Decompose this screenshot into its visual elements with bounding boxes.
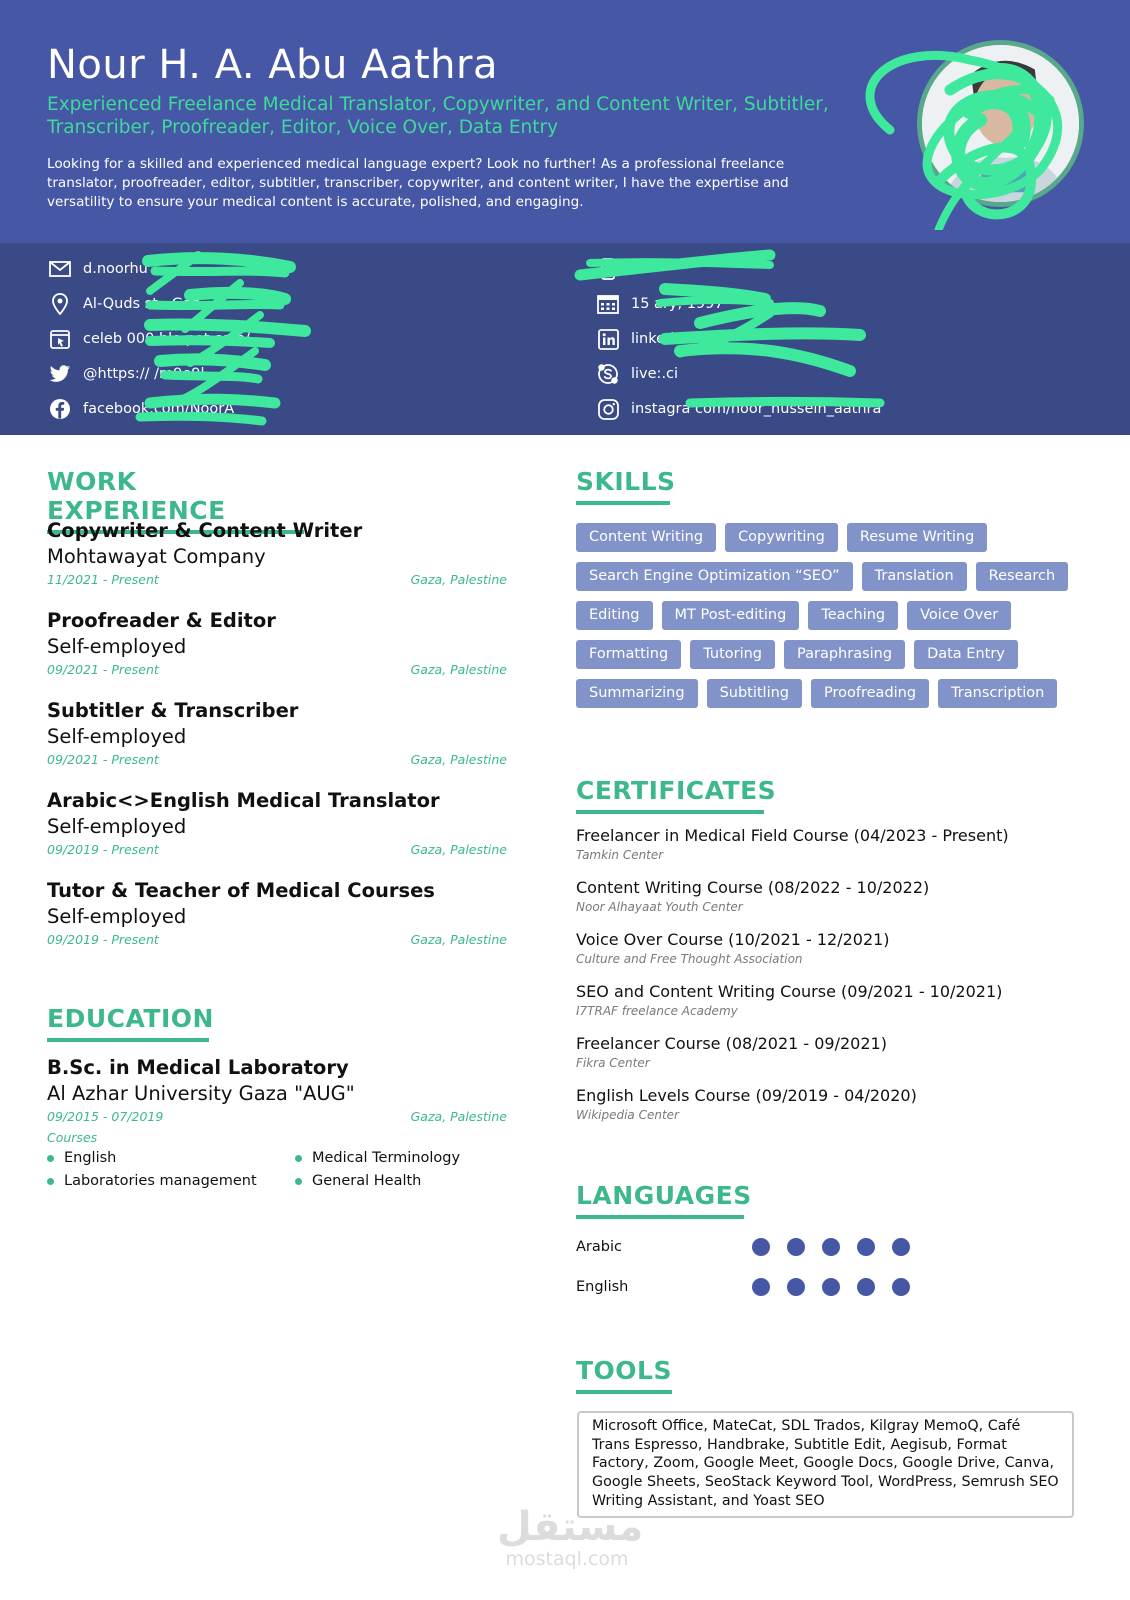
resume-subtitle: Experienced Freelance Medical Translator, Copywriter, and Content Writer, Subtitler, Transcriber, Proofreader, Editor, Voice Over, Data Entry — [47, 94, 829, 138]
contact-birthdate-text: 15 ary, 1997 — [631, 296, 724, 312]
job-location: Gaza, Palestine — [410, 662, 507, 677]
certificate-issuer: I7TRAF freelance Academy — [576, 1004, 738, 1018]
skill-tag: Data Entry — [914, 640, 1018, 669]
work-entry — [47, 698, 507, 770]
resume-header — [0, 0, 1130, 243]
education-dates: 09/2015 - 07/2019 — [47, 1109, 164, 1124]
proficiency-dot — [787, 1278, 805, 1296]
proficiency-dot — [787, 1238, 805, 1256]
certificate-title: SEO and Content Writing Course (09/2021 - 10/2021) — [576, 982, 1003, 1001]
work-entry — [47, 878, 507, 950]
skill-tag: Resume Writing — [847, 523, 988, 552]
job-company: Mohtawayat Company — [47, 545, 266, 568]
skill-tag: Content Writing — [576, 523, 716, 552]
certificates-heading: CERTIFICATES — [576, 776, 764, 814]
certificate-title: Voice Over Course (10/2021 - 12/2021) — [576, 930, 890, 949]
course-name: General Health — [312, 1173, 422, 1189]
proficiency-dot — [822, 1278, 840, 1296]
bullet-dot — [295, 1178, 302, 1185]
skill-tag: Editing — [576, 601, 653, 630]
education-location: Gaza, Palestine — [410, 1109, 507, 1124]
bullet-dot — [295, 1155, 302, 1162]
skill-tag: Copywriting — [725, 523, 838, 552]
job-title: Arabic<>English Medical Translator — [47, 789, 440, 812]
degree-title: B.Sc. in Medical Laboratory — [47, 1056, 349, 1079]
work-entry — [47, 518, 507, 590]
skill-tag: Subtitling — [707, 679, 802, 708]
website-icon — [49, 328, 71, 350]
proficiency-dot — [857, 1238, 875, 1256]
skills-tag-list — [576, 523, 1076, 708]
watermark-arabic: مستقل — [497, 1504, 644, 1550]
contact-twitter[interactable] — [49, 362, 205, 386]
skill-tag: Formatting — [576, 640, 681, 669]
contact-address-text: Al-Quds st., Gaz — [83, 296, 200, 312]
twitter-icon — [49, 363, 71, 385]
job-dates: 09/2021 - Present — [47, 662, 159, 677]
job-company: Self-employed — [47, 725, 187, 748]
certificate-entry — [576, 929, 1096, 967]
skill-tag: Teaching — [808, 601, 898, 630]
certificate-entry — [576, 1085, 1096, 1123]
certificate-title: English Levels Course (09/2019 - 04/2020) — [576, 1086, 917, 1105]
bullet-dot — [47, 1155, 54, 1162]
skill-tag: Transcription — [938, 679, 1057, 708]
course-item — [295, 1173, 421, 1189]
certificate-issuer: Wikipedia Center — [576, 1108, 679, 1122]
contact-bar — [0, 243, 1130, 435]
skill-tag: Proofreading — [811, 679, 929, 708]
language-level-dots — [752, 1238, 910, 1256]
contact-twitter-text: @https:// /m9e9l — [83, 366, 205, 382]
certificate-title: Freelancer Course (08/2021 - 09/2021) — [576, 1034, 887, 1053]
job-location: Gaza, Palestine — [410, 572, 507, 587]
calendar-icon — [597, 293, 619, 315]
contact-linkedin[interactable] — [597, 327, 725, 351]
instagram-icon — [597, 398, 619, 420]
tools-box: Microsoft Office, MateCat, SDL Trados, Kilgray MemoQ, Café Trans Espresso, Handbrake, Subtitle Edit, Aegisub, Format Factory, Zoom, Google Meet, Google Docs, Google Drive, Canva, Google Sheets, SeoStack Keyword Tool, WordPress, Semrush SEO Writing Assistant, and Yoast SEO — [577, 1411, 1074, 1518]
education-entry — [47, 1055, 507, 1127]
linkedin-icon — [597, 328, 619, 350]
bullet-dot — [47, 1178, 54, 1185]
skill-tag: Paraphrasing — [784, 640, 905, 669]
job-dates: 09/2019 - Present — [47, 842, 159, 857]
job-company: Self-employed — [47, 635, 187, 658]
contact-website[interactable] — [49, 327, 250, 351]
contact-website-text: celeb 000.blo pot.com/ — [83, 331, 250, 347]
language-row — [576, 1276, 936, 1298]
contact-instagram-text: instagra com/noor_hussein_aathra — [631, 401, 882, 417]
language-row — [576, 1236, 936, 1258]
resume-summary: Looking for a skilled and experienced medical language expert? Look no further! As a professional freelance translator, proofreader, editor, subtitler, transcriber, copywriter, and content writer, I have the expertise and versatility to ensure your medical content is accurate, polished, and engaging. — [47, 156, 789, 210]
contact-instagram[interactable] — [597, 397, 881, 421]
skill-tag: Search Engine Optimization “SEO” — [576, 562, 853, 591]
job-company: Self-employed — [47, 905, 187, 928]
contact-skype-text: live:.ci — [631, 366, 679, 382]
job-title: Copywriter & Content Writer — [47, 519, 363, 542]
skill-tag: MT Post-editing — [662, 601, 800, 630]
phone-icon — [597, 258, 619, 280]
profile-photo — [917, 40, 1084, 207]
proficiency-dot — [892, 1278, 910, 1296]
certificate-issuer: Tamkin Center — [576, 848, 664, 862]
contact-address — [49, 292, 199, 316]
job-title: Subtitler & Transcriber — [47, 699, 299, 722]
course-item — [47, 1150, 116, 1166]
job-location: Gaza, Palestine — [410, 932, 507, 947]
profile-photo-image — [922, 45, 1079, 202]
certificate-title: Freelancer in Medical Field Course (04/2023 - Present) — [576, 826, 1009, 845]
language-level-dots — [752, 1278, 910, 1296]
school-name: Al Azhar University Gaza "AUG" — [47, 1082, 355, 1105]
contact-birthdate — [597, 292, 724, 316]
skill-tag: Summarizing — [576, 679, 698, 708]
language-name: Arabic — [576, 1239, 622, 1255]
skype-icon — [597, 363, 619, 385]
contact-facebook[interactable] — [49, 397, 234, 421]
job-company: Self-employed — [47, 815, 187, 838]
facebook-icon — [49, 398, 71, 420]
email-icon — [49, 258, 71, 280]
job-location: Gaza, Palestine — [410, 842, 507, 857]
job-location: Gaza, Palestine — [410, 752, 507, 767]
job-dates: 09/2021 - Present — [47, 752, 159, 767]
job-title: Tutor & Teacher of Medical Courses — [47, 879, 435, 902]
skill-tag: Tutoring — [690, 640, 775, 669]
contact-email-text: d.noorhu — [83, 261, 148, 277]
skill-tag: Translation — [862, 562, 967, 591]
job-dates: 11/2021 - Present — [47, 572, 159, 587]
course-name: Laboratories management — [64, 1173, 257, 1189]
certificate-entry — [576, 825, 1096, 863]
certificate-issuer: Culture and Free Thought Association — [576, 952, 803, 966]
certificate-issuer: Fikra Center — [576, 1056, 650, 1070]
certificate-title: Content Writing Course (08/2022 - 10/2022) — [576, 878, 930, 897]
contact-email[interactable] — [49, 257, 148, 281]
work-entry — [47, 608, 507, 680]
proficiency-dot — [752, 1238, 770, 1256]
certificate-entry — [576, 981, 1096, 1019]
contact-skype[interactable] — [597, 362, 678, 386]
contact-facebook-text: facebook.com/NoorA — [83, 401, 235, 417]
contact-phone[interactable] — [597, 257, 631, 281]
course-item — [295, 1150, 460, 1166]
course-name: English — [64, 1150, 117, 1166]
proficiency-dot — [857, 1278, 875, 1296]
proficiency-dot — [752, 1278, 770, 1296]
job-dates: 09/2019 - Present — [47, 932, 159, 947]
education-heading: EDUCATION — [47, 1004, 209, 1042]
course-name: Medical Terminology — [312, 1150, 461, 1166]
proficiency-dot — [822, 1238, 840, 1256]
skill-tag: Research — [976, 562, 1069, 591]
skills-heading: SKILLS — [576, 467, 670, 505]
courses-label: Courses — [47, 1130, 98, 1145]
course-item — [47, 1173, 257, 1189]
skill-tag: Voice Over — [907, 601, 1011, 630]
watermark-url: mostaql.com — [505, 1548, 629, 1570]
tools-heading: TOOLS — [576, 1356, 672, 1394]
certificate-entry — [576, 1033, 1096, 1071]
certificate-issuer: Noor Alhayaat Youth Center — [576, 900, 743, 914]
proficiency-dot — [892, 1238, 910, 1256]
resume-name: Nour H. A. Abu Aathra — [47, 42, 498, 88]
language-name: English — [576, 1279, 629, 1295]
certificate-entry — [576, 877, 1096, 915]
location-pin-icon — [49, 293, 71, 315]
job-title: Proofreader & Editor — [47, 609, 276, 632]
work-entry — [47, 788, 507, 860]
languages-heading: LANGUAGES — [576, 1181, 744, 1219]
mostaql-watermark — [497, 1504, 644, 1570]
work-experience-heading: WORK EXPERIENCE — [47, 467, 304, 534]
contact-linkedin-text: linked om/in/ — [631, 331, 725, 347]
